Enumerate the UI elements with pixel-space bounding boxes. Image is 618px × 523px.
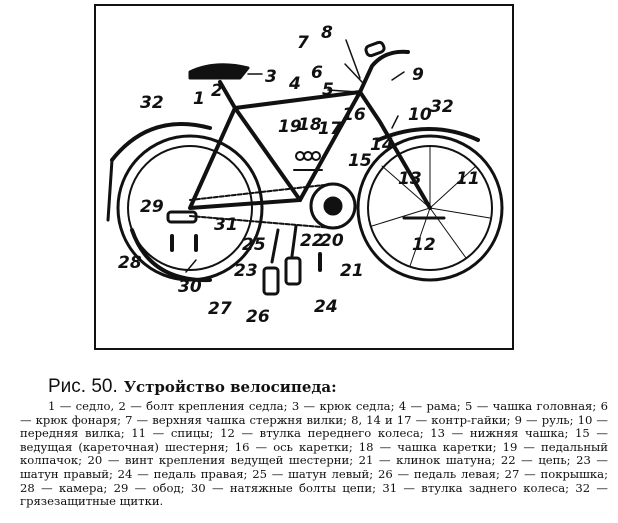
figure-number: Рис. 50. [48, 376, 118, 397]
label-21: 21 [340, 261, 364, 281]
label-5: 5 [322, 80, 334, 100]
label-11: 11 [456, 169, 480, 189]
label-29: 29 [140, 197, 164, 217]
label-32-front: 32 [430, 97, 454, 117]
label-1: 1 [193, 89, 205, 109]
handlebar [360, 52, 408, 92]
label-27: 27 [208, 299, 232, 319]
label-6: 6 [311, 63, 323, 83]
label-17: 17 [318, 119, 342, 139]
label-32-rear: 32 [140, 93, 164, 113]
label-19: 19 [278, 117, 302, 137]
label-12: 12 [412, 235, 436, 255]
caption-legend: 1 — седло, 2 — болт крепления седла; 3 — крюк седла; 4 — рама; 5 — чашка головная; 6 — крюк фонаря; 7 — верхняя чашка стержня вилки; 8, 14 и 17 — контр-гайки; 9 — руль; 10 — передняя вилка; 11 — спицы; 12 — втулка переднего колеса; 13 — нижняя чашка; 15 — ведущая (кареточная) шестерня; 16 — ось каретки; 18 — чашка каретки; 19 — педальный колпачок; 20 — винт крепления ведущей шестерни; 21 — клинок шатуна; 22 — цепь; 23 — шатун правый; 24 — педаль правая; 25 — шатун левый; 26 — педаль левая; 27 — покрышка; 28 — камера; 29 — обод; 30 — натяжные болты цепи; 31 — втулка заднего колеса; 32 — грязезащитные щитки. [20, 399, 608, 509]
label-14: 14 [370, 135, 394, 155]
label-28: 28 [118, 253, 142, 273]
label-10: 10 [408, 105, 432, 125]
label-2: 2 [211, 81, 223, 101]
label-20: 20 [320, 231, 344, 251]
left-pedal [264, 268, 278, 294]
label-26: 26 [246, 307, 270, 327]
label-22: 22 [300, 231, 324, 251]
seat [190, 65, 248, 78]
label-4: 4 [289, 74, 301, 94]
label-7: 7 [297, 33, 309, 53]
right-pedal [286, 258, 300, 284]
label-18: 18 [298, 115, 322, 135]
label-15: 15 [348, 151, 372, 171]
figure-caption [20, 375, 608, 509]
label-25: 25 [242, 235, 266, 255]
label-16: 16 [342, 105, 366, 125]
label-8: 8 [321, 23, 333, 43]
figure-title: Устройство велосипеда: [123, 378, 337, 396]
label-3: 3 [265, 67, 277, 87]
label-13: 13 [398, 169, 422, 189]
label-9: 9 [412, 65, 424, 85]
label-24: 24 [314, 297, 338, 317]
label-31: 31 [214, 215, 238, 235]
label-30: 30 [178, 277, 202, 297]
label-23: 23 [234, 261, 258, 281]
caption-title [48, 375, 608, 398]
